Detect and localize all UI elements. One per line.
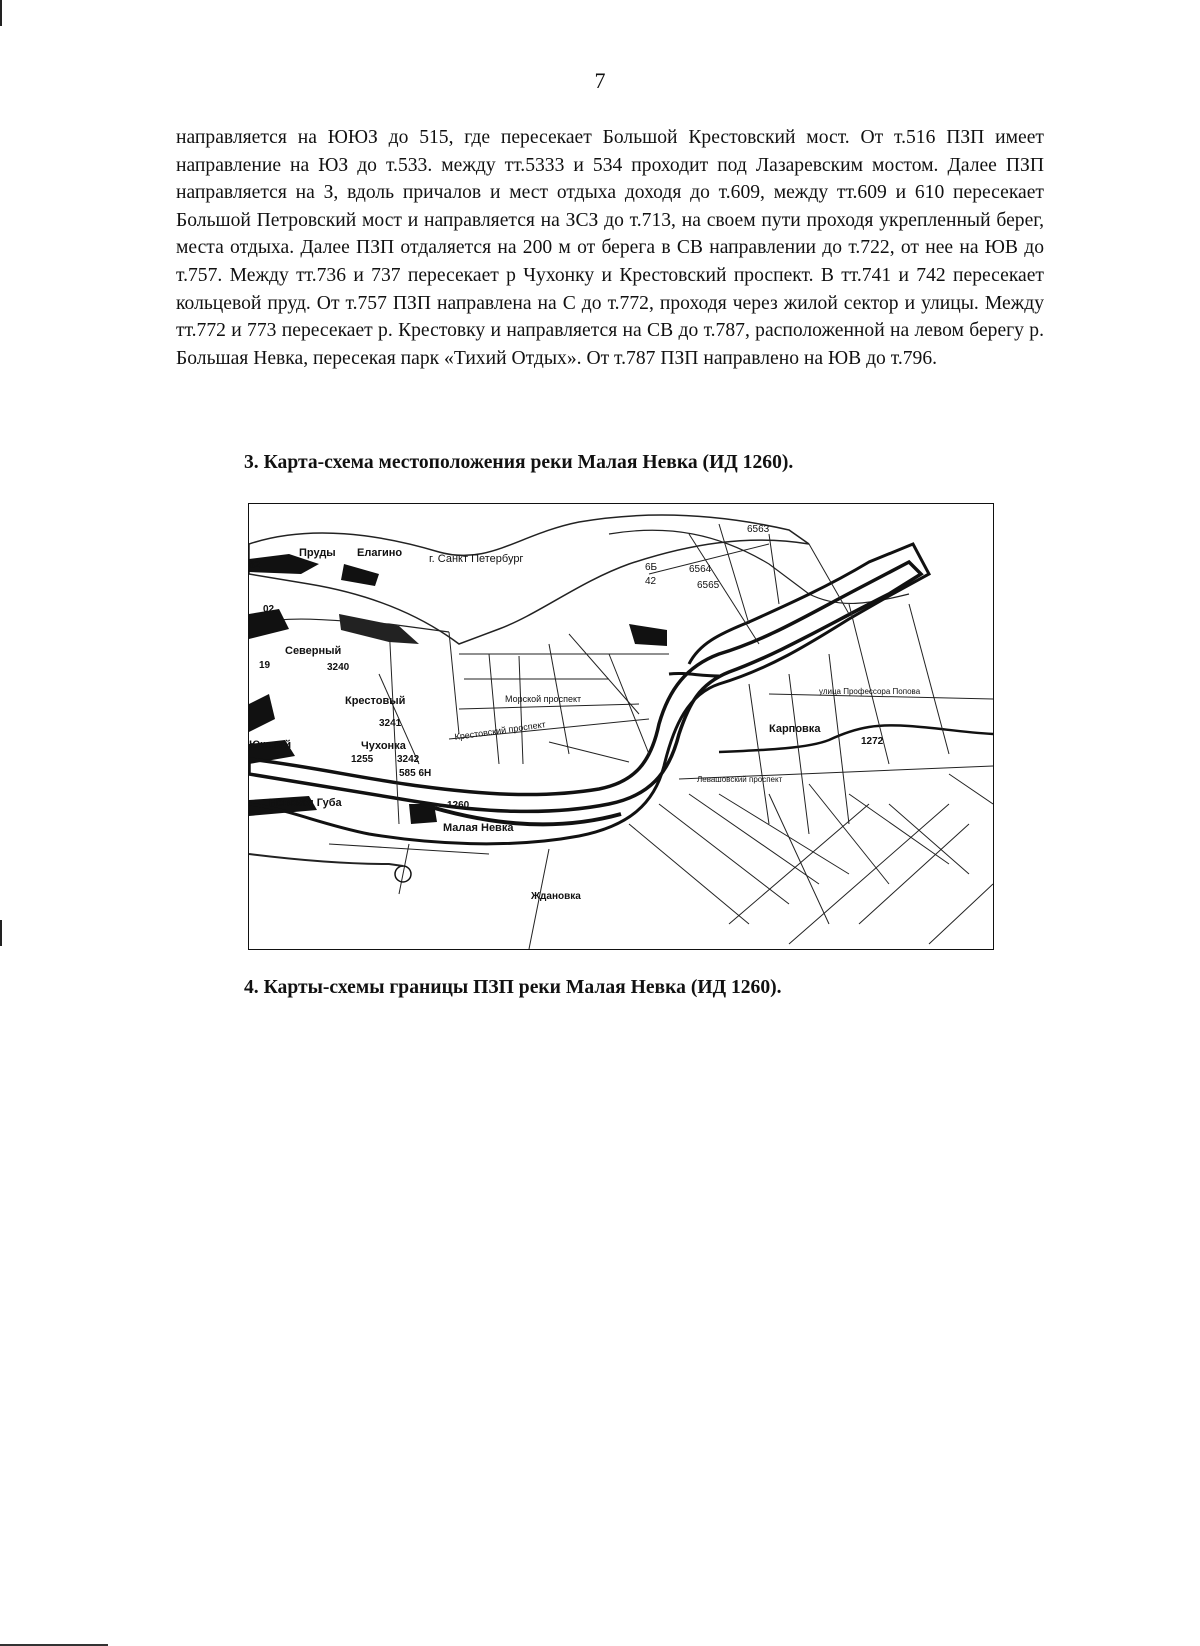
map-label-3240: 3240: [327, 662, 350, 673]
map-label-6b: 6Б: [645, 562, 658, 573]
map-label-chukhonka: Чухонка: [361, 740, 406, 752]
map-label-3242: 3242: [397, 754, 420, 765]
map-drawing: [249, 504, 993, 949]
map-label-3241: 3241: [379, 718, 402, 729]
next-caption: 4. Карты-схемы границы ПЗП реки Малая Невка (ИД 1260).: [244, 977, 782, 998]
map-label-yuzhny: Южный: [249, 739, 292, 751]
map-label-morskoy-prospekt: Морской проспект: [505, 694, 582, 704]
map-label-6563: 6563: [747, 524, 770, 535]
map-label-malaya-nevka: Малая Невка: [443, 822, 514, 834]
map-label-42: 42: [645, 576, 657, 587]
map-label-82: 82: [249, 560, 261, 571]
map-label-elagino: Елагино: [357, 547, 403, 559]
map-label-karpovka: Карповка: [769, 723, 821, 735]
map-caption: 3. Карта-схема местоположения реки Малая Невка (ИД 1260).: [244, 452, 794, 473]
map-label-585: 585 6Н: [399, 768, 432, 779]
map-label-zhdanovka: Ждановка: [531, 891, 581, 902]
map-label-1255: 1255: [351, 754, 374, 765]
map-label-6564: 6564: [689, 564, 712, 575]
body-paragraph: направляется на ЮЮЗ до 515, где пересекает Большой Крестовский мост. От т.516 ПЗП имеет направление на ЮЗ до т.533. между тт.5333 и 534 проходит под Лазаревским мостом. Далее ПЗП направляется на З, вдоль причалов и мест отдыха доходя до т.609, между тт.609 и 610 пересекает Большой Петровский мост и направляется на ЗСЗ до т.713, на своем пути проходя укрепленный берег, места отдыха. Далее ПЗП отдаляется на 200 м от берега в СВ направлении до т.722, от нее на ЮВ до т.757. Между тт.736 и 737 пересекает р Чухонку и Крестовский проспект. В тт.741 и 742 пересекает кольцевой пруд. От т.757 ПЗП направлена на С до т.772, проходя через жилой сектор и улицы. Между тт.772 и 773 пересекает р. Крестовку и направляется на СВ до т.787, расположенной на левом берегу р. Большая Невка, пересекая парк «Тихий Отдых». От т.787 ПЗП направлено на ЮВ до т.796.: [176, 127, 1044, 369]
map-label-krestovy: Крестовый: [345, 695, 406, 707]
map-label-levashovsky: Левашовский проспект: [697, 775, 783, 784]
map-label-6565: 6565: [697, 580, 720, 591]
map-label-02: 02: [263, 604, 275, 615]
map-label-prudy: Пруды: [299, 547, 336, 559]
map-label-severny: Северный: [285, 645, 342, 657]
map-label-krestovsky-prospekt: Крестовский проспект: [453, 719, 547, 742]
scan-edge-mark: [0, 0, 2, 26]
map-label-nevskaya-guba: Невская Губа: [269, 797, 342, 809]
location-map: [248, 503, 994, 950]
map-label-1260: 1260: [447, 800, 470, 811]
map-label-19: 19: [259, 660, 271, 671]
page-number: 7: [594, 68, 606, 93]
map-label-city: г. Санкт Петербург: [429, 553, 524, 565]
map-label-1272: 1272: [861, 736, 884, 747]
scan-edge-mark: [0, 920, 2, 946]
map-label-ulitsa-popova: улица Профессора Попова: [819, 687, 921, 696]
